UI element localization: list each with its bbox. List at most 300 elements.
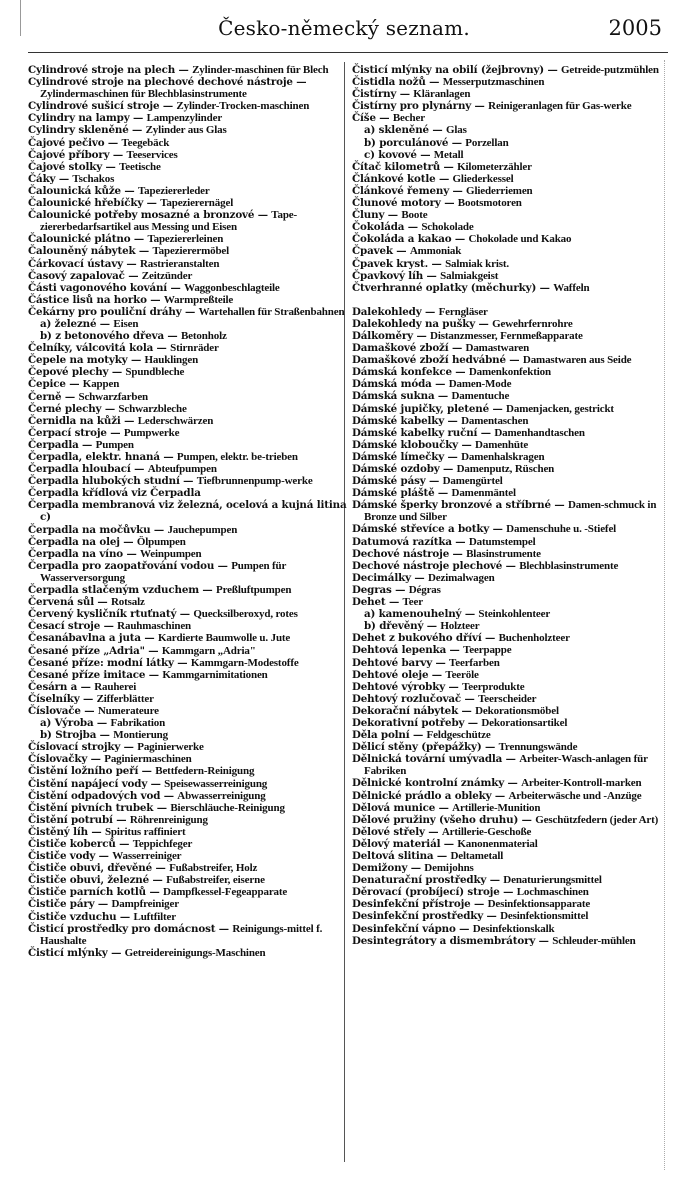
german-term: Damenputz, Rüschen bbox=[456, 463, 555, 475]
index-entry bbox=[352, 729, 674, 741]
page-title: Česko-německý seznam. bbox=[218, 16, 470, 40]
index-entry bbox=[352, 681, 674, 693]
german-term: Damenkonfektion bbox=[468, 366, 551, 379]
index-entry bbox=[28, 245, 350, 257]
german-term: Lampenzylinder bbox=[146, 112, 223, 125]
index-entry bbox=[352, 693, 674, 705]
czech-term: Čokoláda — bbox=[352, 221, 422, 234]
index-entry bbox=[352, 657, 674, 669]
index-entry bbox=[352, 112, 674, 124]
german-term: Wasserreiniger bbox=[112, 850, 182, 863]
german-term: Wartehallen für Straßenbahnen bbox=[198, 305, 345, 318]
german-term: Zylinder-maschinen für Blech bbox=[192, 64, 329, 76]
index-entry bbox=[28, 681, 350, 693]
german-term: Demijohns bbox=[424, 862, 474, 875]
german-term: Damenschuhe u. -Stiefel bbox=[506, 523, 617, 536]
index-entry bbox=[352, 826, 674, 838]
index-entry bbox=[352, 306, 674, 318]
german-term: Glas bbox=[445, 124, 467, 137]
czech-term: Dámská sukna — bbox=[352, 390, 452, 403]
czech-term: Dámské šperky bronzové a stříbrné — bbox=[352, 499, 568, 512]
index-entry bbox=[352, 644, 674, 656]
german-term: Getreide-putzmühlen bbox=[561, 64, 659, 76]
german-term: Gliederriemen bbox=[466, 184, 533, 197]
german-term: Abwasserreinigung bbox=[177, 789, 266, 802]
index-entry bbox=[28, 137, 350, 149]
index-entry bbox=[28, 898, 350, 910]
german-term: Waffeln bbox=[553, 281, 590, 294]
czech-term: Dámské pláště — bbox=[352, 487, 452, 500]
czech-term: Dechové nástroje plechové — bbox=[352, 559, 520, 572]
index-entry bbox=[28, 64, 350, 76]
index-entry bbox=[352, 935, 674, 947]
german-term: Dezimalwagen bbox=[427, 571, 495, 584]
czech-term: Čistění ložního peří — bbox=[28, 765, 156, 778]
german-term: Schwarzfarben bbox=[78, 390, 149, 403]
index-entry bbox=[352, 137, 674, 149]
german-term: Rastrieranstalten bbox=[140, 257, 220, 270]
index-entry bbox=[28, 717, 350, 729]
czech-term: b) Strojba — bbox=[40, 729, 114, 742]
czech-term: Čalounické hřebíčky — bbox=[28, 197, 161, 210]
index-entry bbox=[28, 826, 350, 838]
german-term: Zeitzünder bbox=[141, 269, 193, 282]
index-entry bbox=[352, 777, 674, 789]
index-entry bbox=[28, 874, 350, 886]
index-entry bbox=[352, 173, 674, 185]
czech-term: Čerpadla na víno — bbox=[28, 547, 141, 560]
czech-term: Damaškové zboží — bbox=[352, 342, 466, 355]
czech-term: Dámské pásy — bbox=[352, 475, 443, 488]
czech-term: Částice lisů na horko — bbox=[28, 293, 164, 306]
czech-term: Čekárny pro pouliční dráhy — bbox=[28, 305, 199, 318]
index-entry bbox=[28, 608, 350, 620]
czech-term: b) z betonového dřeva — bbox=[40, 330, 181, 343]
czech-term: Dekorativní potřeby — bbox=[352, 716, 482, 729]
german-term: Arbeiter-Kontroll-marken bbox=[521, 777, 642, 790]
index-entry bbox=[28, 753, 350, 765]
czech-term: Číslovací strojky — bbox=[28, 741, 138, 754]
czech-term: Děrovací (probíjecí) stroje — bbox=[352, 886, 517, 899]
german-term: Betonholz bbox=[181, 330, 227, 343]
german-term: Deltametall bbox=[450, 850, 504, 862]
german-term: Salmiakgeist bbox=[440, 269, 499, 282]
german-term: Arbeiterwäsche und -Anzüge bbox=[508, 789, 642, 802]
german-term: Pumpen für Wasserversorgung bbox=[40, 559, 287, 584]
czech-term: Česací stroje — bbox=[28, 620, 118, 633]
index-entry bbox=[28, 282, 350, 294]
index-entry bbox=[352, 100, 674, 112]
index-entry bbox=[28, 548, 350, 560]
czech-term: Čelníky, válcovitá kola — bbox=[28, 342, 171, 355]
czech-term: Čalounické plátno — bbox=[28, 233, 148, 246]
czech-term: Čisticí mlýnky — bbox=[28, 946, 125, 959]
index-entry bbox=[28, 923, 350, 947]
index-entry bbox=[352, 390, 674, 402]
czech-term: Dámské kabelky ruční — bbox=[352, 426, 495, 439]
german-term: Teer bbox=[402, 596, 423, 609]
german-term: Bettfedern-Reinigung bbox=[155, 765, 255, 778]
index-entry bbox=[352, 185, 674, 197]
index-entry bbox=[28, 886, 350, 898]
czech-term: Časový zapalovač — bbox=[28, 269, 142, 282]
czech-term: Čističe páry — bbox=[28, 898, 112, 911]
index-entry bbox=[28, 524, 350, 536]
german-term: Denaturierungsmittel bbox=[503, 874, 602, 887]
index-entry bbox=[28, 415, 350, 427]
german-term: Porzellan bbox=[465, 136, 509, 149]
czech-term: Dechové nástroje — bbox=[352, 547, 467, 560]
index-entry bbox=[352, 415, 674, 427]
czech-term: Česanábavlna a juta — bbox=[28, 632, 158, 645]
index-entry bbox=[28, 947, 350, 959]
czech-term: Červená sůl — bbox=[28, 596, 112, 609]
czech-term: Čerpadla na olej — bbox=[28, 535, 137, 548]
german-term: Schokolade bbox=[421, 221, 474, 234]
czech-term: Cylindrové stroje na plechové dechové nástroje — bbox=[28, 76, 307, 89]
german-term: Teerfarben bbox=[449, 656, 500, 669]
index-entry bbox=[352, 451, 674, 463]
index-entry bbox=[28, 911, 350, 923]
czech-term: Dámské ozdoby — bbox=[352, 463, 457, 475]
german-term: Artillerie-Munition bbox=[452, 801, 541, 814]
index-entry bbox=[28, 112, 350, 124]
index-entry bbox=[352, 209, 674, 221]
czech-term: Děla polní — bbox=[352, 729, 427, 742]
german-term: Kappen bbox=[82, 378, 120, 391]
german-term: Tape-ziererbedarfsartikel aus Messing und Eisen bbox=[40, 209, 298, 234]
index-entry bbox=[352, 705, 674, 717]
german-term: Gliederkessel bbox=[452, 172, 514, 185]
czech-term: Číslovače — bbox=[28, 704, 98, 717]
german-term: Zylinder-Trocken-maschinen bbox=[176, 100, 310, 113]
german-term: Steinkohlenteer bbox=[478, 608, 551, 621]
czech-term: Dámské límečky — bbox=[352, 450, 462, 463]
czech-term: Čerpadla křídlová viz Čerpadla bbox=[28, 487, 201, 500]
index-entry bbox=[352, 584, 674, 596]
czech-term: Dámské jupičky, pletené — bbox=[352, 402, 507, 415]
german-term: Distanzmesser, Fernmeßapparate bbox=[430, 329, 583, 342]
czech-term: a) železné — bbox=[40, 317, 114, 330]
czech-term: Čajové pečivo — bbox=[28, 136, 122, 149]
czech-term: Dehet — bbox=[352, 596, 403, 609]
german-term: Kläranlagen bbox=[413, 88, 471, 101]
german-term: Damenjacken, gestrickt bbox=[506, 402, 614, 415]
german-term: Teerpappe bbox=[463, 644, 512, 657]
czech-term: Dámské kabelky — bbox=[352, 414, 462, 427]
index-entry bbox=[352, 753, 674, 777]
czech-term: Čerpadla hloubací — bbox=[28, 463, 148, 476]
index-entry bbox=[352, 403, 674, 415]
german-term: Desinfektionsmittel bbox=[500, 910, 589, 923]
german-term: Damenhalskragen bbox=[461, 450, 545, 463]
german-term: Luftfilter bbox=[133, 910, 176, 923]
index-entry bbox=[28, 330, 350, 342]
index-entry bbox=[352, 814, 674, 826]
index-entry bbox=[28, 560, 350, 584]
czech-term: Dekorační nábytek — bbox=[352, 704, 476, 717]
german-term: Damentuche bbox=[451, 390, 510, 403]
czech-term: Černidla na kůži — bbox=[28, 414, 138, 427]
index-entry bbox=[352, 282, 674, 294]
index-entry bbox=[28, 814, 350, 826]
index-entry bbox=[28, 475, 350, 487]
index-entry bbox=[352, 64, 674, 76]
czech-term: Čističe vody — bbox=[28, 850, 113, 863]
index-entry bbox=[28, 584, 350, 596]
czech-term: Česané příze imitace — bbox=[28, 668, 163, 681]
german-term: Spiritus raffiniert bbox=[104, 825, 186, 838]
czech-term: Dehtový rozlučovač — bbox=[352, 692, 479, 705]
czech-term: Čističe vzduchu — bbox=[28, 910, 134, 923]
czech-term: Dámská konfekce — bbox=[352, 366, 469, 379]
right-column bbox=[352, 64, 674, 947]
index-entry bbox=[28, 378, 350, 390]
german-term: Gewehrfernrohre bbox=[492, 317, 573, 330]
index-entry bbox=[352, 838, 674, 850]
index-entry bbox=[352, 354, 674, 366]
german-term: Ölpumpen bbox=[136, 535, 186, 548]
german-term: Damentaschen bbox=[461, 414, 529, 427]
index-entry bbox=[352, 487, 674, 499]
index-entry bbox=[28, 233, 350, 245]
czech-term: Desintegrátory a dismembrátory — bbox=[352, 934, 553, 947]
index-entry bbox=[28, 403, 350, 415]
czech-term: Čajové stolky — bbox=[28, 160, 120, 173]
german-term: Teppichfeger bbox=[132, 838, 193, 850]
german-term: Arbeiter-Wasch-anlagen für Fabriken bbox=[364, 753, 648, 778]
index-entry bbox=[352, 378, 674, 390]
index-entry bbox=[28, 536, 350, 548]
index-entry bbox=[28, 209, 350, 233]
czech-term: Čisticí prostředky pro domácnost — bbox=[28, 922, 233, 935]
index-entry bbox=[28, 596, 350, 608]
german-term: Fabrikation bbox=[110, 717, 166, 730]
german-term: Montierung bbox=[113, 729, 168, 742]
german-term: Röhrenreinigung bbox=[129, 813, 208, 826]
german-term: Schleuder-mühlen bbox=[552, 934, 636, 947]
index-entry bbox=[352, 669, 674, 681]
czech-term: a) kamenouhelný — bbox=[364, 608, 479, 621]
czech-term: a) Výroba — bbox=[40, 717, 111, 730]
index-entry bbox=[28, 632, 350, 644]
german-term: Kammgarn-Modestoffe bbox=[190, 656, 299, 669]
czech-term: c) kovové — bbox=[364, 148, 434, 161]
index-entry bbox=[352, 886, 674, 898]
index-entry bbox=[28, 645, 350, 657]
index-entry bbox=[352, 923, 674, 935]
czech-term: Čalounická kůže — bbox=[28, 184, 138, 197]
index-entry bbox=[352, 499, 674, 523]
index-entry bbox=[352, 850, 674, 862]
german-term: Rauhmaschinen bbox=[117, 620, 192, 633]
german-term: Damenmäntel bbox=[451, 487, 516, 500]
index-entry bbox=[352, 318, 674, 330]
index-entry bbox=[352, 862, 674, 874]
index-entry bbox=[352, 560, 674, 572]
czech-term: Dámská móda — bbox=[352, 378, 449, 391]
german-term: Damengürtel bbox=[442, 475, 503, 488]
german-term: Tschakos bbox=[72, 172, 115, 185]
czech-term: Čárkovací ústavy — bbox=[28, 257, 141, 270]
czech-term: Čerpadla — bbox=[28, 438, 96, 451]
german-term: Stirnräder bbox=[170, 342, 219, 355]
index-entry bbox=[352, 149, 674, 161]
index-entry bbox=[352, 258, 674, 270]
czech-term: Čistění odpadových vod — bbox=[28, 789, 178, 802]
german-term: Kanonenmaterial bbox=[457, 837, 538, 850]
german-term: Becher bbox=[392, 112, 425, 125]
czech-term: Cylindry na lampy — bbox=[28, 112, 147, 125]
index-entry bbox=[28, 705, 350, 717]
german-term: Chokolade und Kakao bbox=[468, 233, 572, 246]
czech-term: Cylindrové stroje na plech — bbox=[28, 64, 193, 76]
czech-term: Čerpadla hlubokých studní — bbox=[28, 475, 197, 488]
german-term: Damen-schmuck in Bronze und Silber bbox=[364, 499, 657, 524]
index-entry bbox=[28, 790, 350, 802]
czech-term: Černě — bbox=[28, 390, 79, 403]
czech-term: Čistírny — bbox=[352, 88, 414, 101]
czech-term: Části vagonového kování — bbox=[28, 281, 185, 294]
czech-term: Čerpadla pro zaopatřování vodou — bbox=[28, 559, 232, 572]
index-entry bbox=[28, 427, 350, 439]
czech-term: Čpavek — bbox=[352, 245, 410, 258]
czech-term: Čítač kilometrů — bbox=[352, 160, 458, 173]
german-term: Feldgeschütze bbox=[426, 729, 491, 742]
czech-term: Dalekohledy na pušky — bbox=[352, 317, 493, 330]
german-term: Teerscheider bbox=[478, 692, 537, 705]
index-entry bbox=[352, 439, 674, 451]
german-term: Fußabstreifer, eiserne bbox=[166, 874, 265, 887]
czech-term: Dehtové barvy — bbox=[352, 656, 450, 669]
czech-term: Dělová munice — bbox=[352, 801, 453, 814]
czech-term: Denaturační prostředky — bbox=[352, 874, 504, 887]
czech-term: Česané příze „Adria" — bbox=[28, 644, 162, 657]
german-term: Damenhüte bbox=[475, 438, 529, 451]
czech-term: Čerpadla na močůvku — bbox=[28, 523, 168, 536]
czech-term: Číše — bbox=[352, 112, 393, 125]
german-term: Blechblasinstrumente bbox=[519, 559, 619, 572]
index-entry bbox=[352, 197, 674, 209]
section-gap bbox=[352, 294, 674, 306]
index-entry bbox=[352, 245, 674, 257]
czech-term: Dělnické kontrolní známky — bbox=[352, 777, 522, 790]
german-term: Damen-Mode bbox=[448, 378, 512, 391]
index-entry bbox=[28, 765, 350, 777]
czech-term: Demižony — bbox=[352, 862, 425, 875]
czech-term: Dálkoměry — bbox=[352, 329, 431, 342]
index-entry bbox=[352, 802, 674, 814]
german-term: Buchenholzteer bbox=[498, 632, 570, 645]
german-term: Tapeziererleinen bbox=[147, 233, 224, 246]
german-term: Speisewasserreinigung bbox=[164, 777, 268, 790]
index-entry bbox=[352, 910, 674, 922]
index-entry bbox=[352, 270, 674, 282]
german-term: Teeröle bbox=[445, 668, 479, 681]
czech-term: Čerpadla stlačeným vzduchem — bbox=[28, 584, 217, 597]
index-entry bbox=[352, 620, 674, 632]
index-entry bbox=[28, 185, 350, 197]
german-term: Teerprodukte bbox=[462, 680, 525, 693]
czech-term: Desinfekční prostředky — bbox=[352, 910, 501, 923]
german-term: Dampfkessel-Fegeapparate bbox=[163, 886, 288, 899]
german-term: Numerateure bbox=[97, 704, 159, 717]
index-entry bbox=[352, 608, 674, 620]
index-entry bbox=[352, 221, 674, 233]
czech-term: Datumová razítka — bbox=[352, 535, 469, 548]
czech-term: Dělové střely — bbox=[352, 825, 442, 838]
czech-term: b) dřevěný — bbox=[364, 620, 441, 633]
czech-term: Článkové řemeny — bbox=[352, 184, 467, 197]
czech-term: Damaškové zboží hedvábné — bbox=[352, 354, 523, 367]
german-term: Ferngläser bbox=[438, 305, 488, 318]
german-term: Spundbleche bbox=[125, 366, 185, 379]
index-entry bbox=[352, 572, 674, 584]
czech-term: Česárn a — bbox=[28, 680, 95, 693]
czech-term: Čističe koberců — bbox=[28, 838, 133, 850]
index-entry bbox=[28, 124, 350, 136]
index-entry bbox=[352, 874, 674, 886]
czech-term: Dámské střevíce a botky — bbox=[352, 523, 507, 536]
index-entry bbox=[28, 499, 350, 523]
czech-term: Čistidla nožů — bbox=[352, 76, 443, 89]
german-term: Damenhandtaschen bbox=[494, 426, 585, 439]
czech-term: Degras — bbox=[352, 583, 409, 596]
czech-term: a) skleněné — bbox=[364, 124, 446, 137]
czech-term: Čpavek kryst. — bbox=[352, 257, 446, 270]
page-number: 2005 bbox=[608, 16, 662, 40]
czech-term: Čistění napájecí vody — bbox=[28, 777, 165, 790]
czech-term: Černé plechy — bbox=[28, 402, 119, 415]
index-entry bbox=[28, 439, 350, 451]
czech-term: Dělový materiál — bbox=[352, 837, 458, 850]
index-entry bbox=[28, 197, 350, 209]
index-entry bbox=[28, 693, 350, 705]
index-entry bbox=[28, 366, 350, 378]
index-entry bbox=[28, 270, 350, 282]
index-entry bbox=[28, 463, 350, 475]
czech-term: b) porculánové — bbox=[364, 136, 466, 149]
czech-term: Cylindrové sušicí stroje — bbox=[28, 100, 177, 113]
index-entry bbox=[352, 523, 674, 535]
german-term: Metall bbox=[433, 148, 464, 161]
german-term: Dekorationsmöbel bbox=[475, 704, 559, 717]
german-term: Paginierwerke bbox=[137, 741, 204, 754]
german-term: Damastwaren bbox=[465, 342, 530, 355]
czech-term: Čepové plechy — bbox=[28, 366, 126, 379]
index-entry bbox=[352, 741, 674, 753]
czech-term: Čisticí mlýnky na obilí (žejbrovny) — bbox=[352, 64, 562, 76]
german-term: Reinigungs-mittel f. Haushalte bbox=[40, 922, 323, 947]
czech-term: Dělnická tovární umývadla — bbox=[352, 753, 520, 766]
german-term: Geschützfedern (jeder Art) bbox=[535, 813, 659, 826]
german-term: Bierschläuche-Reinigung bbox=[170, 801, 285, 814]
index-entry bbox=[28, 850, 350, 862]
index-entry bbox=[28, 161, 350, 173]
index-entry bbox=[28, 294, 350, 306]
czech-term: Čistírny pro plynárny — bbox=[352, 100, 489, 113]
german-term: Zifferblätter bbox=[96, 692, 154, 705]
german-term: Lochmaschinen bbox=[516, 886, 589, 899]
index-entry bbox=[28, 741, 350, 753]
index-entry bbox=[28, 862, 350, 874]
german-term: Trennungswände bbox=[498, 741, 578, 754]
czech-term: Dělicí stěny (přepážky) — bbox=[352, 741, 499, 754]
german-term: Tapezierernägel bbox=[160, 197, 234, 210]
index-entry bbox=[28, 149, 350, 161]
german-term: Waggonbeschlagteile bbox=[184, 281, 280, 294]
german-term: Tapezierermöbel bbox=[152, 245, 230, 258]
